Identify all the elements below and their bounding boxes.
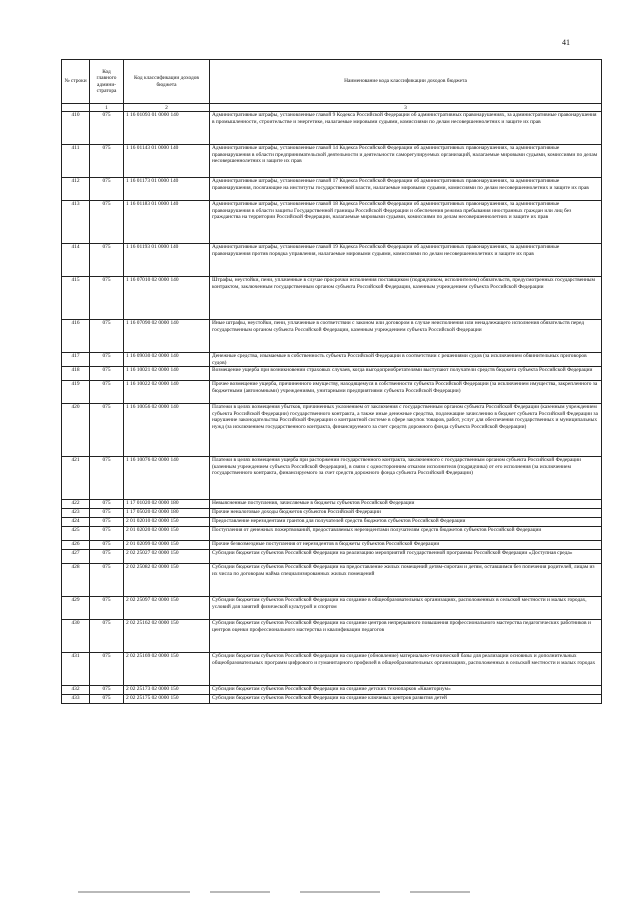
row-number-cell: 431	[62, 653, 90, 686]
admin-code-cell: 075	[90, 509, 124, 518]
header-classification-code: Код классификации доходов бюджета	[124, 60, 210, 104]
admin-code-cell: 075	[90, 178, 124, 201]
admin-code-cell: 075	[90, 695, 124, 704]
admin-code-cell: 075	[90, 201, 124, 244]
table-row	[62, 353, 602, 367]
row-number-cell: 425	[62, 527, 90, 541]
row-number-cell: 432	[62, 686, 90, 695]
name-cell: Субсидии бюджетам субъектов Российской Федерации на создание центров непрерывного повышения профессионального мастерства педагогических работников и центров оценки профессионального мастерства и квалификации педагогов	[210, 620, 602, 653]
table-row	[62, 367, 602, 381]
row-number-cell: 428	[62, 564, 90, 597]
column-number	[62, 104, 90, 112]
header-admin-code: Код главного админи-стратора	[90, 60, 124, 104]
table-row	[62, 244, 602, 277]
table-row	[62, 564, 602, 597]
table-row	[62, 277, 602, 320]
name-cell: Субсидии бюджетам субъектов Российской Федерации на создание ключевых центров развития детей	[210, 695, 602, 704]
table-row	[62, 500, 602, 509]
admin-code-cell: 075	[90, 353, 124, 367]
table-row	[62, 550, 602, 564]
classification-code-cell: 2 01 02099 02 0000 150	[124, 541, 210, 550]
admin-code-cell: 075	[90, 457, 124, 500]
admin-code-cell: 075	[90, 112, 124, 145]
classification-code-cell: 2 02 25097 02 0000 150	[124, 597, 210, 620]
admin-code-cell: 075	[90, 620, 124, 653]
row-number-cell: 414	[62, 244, 90, 277]
name-cell: Платежи в целях возмещения ущерба при расторжении государственного контракта, заключенного с государственным органом субъекта Российской Федерации (казенным учреждением субъекта Российской Федерации), в связи с односторонним отказом исполнителя (подрядчика) от его исполнения (за исключением государственного контракта, финансируемого за счет средств дорожного фонда субъекта Российской Федерации)	[210, 457, 602, 500]
name-cell: Субсидии бюджетам субъектов Российской Федерации на создание в общеобразовательных организациях, расположенных в сельской местности и малых городах, условий для занятий физической культурой и спортом	[210, 597, 602, 620]
name-cell: Административные штрафы, установленные главой 19 Кодекса Российской Федерации об административных правонарушениях, за административные правонарушения против порядка управления, налагаемые мировыми судьями, комиссиями по делам несовершеннолетних и защите их прав	[210, 244, 602, 277]
classification-code-cell: 1 16 10022 02 0000 140	[124, 381, 210, 404]
row-number-cell: 424	[62, 518, 90, 527]
row-number-cell: 413	[62, 201, 90, 244]
table-row	[62, 457, 602, 500]
row-number-cell: 420	[62, 404, 90, 457]
name-cell: Субсидии бюджетам субъектов Российской Федерации на создание (обновление) материально-технической базы для реализации основных и дополнительных общеобразовательных программ цифрового и гуманитарного профилей в общеобразовательных организациях, расположенных в сельской местности и малых городах	[210, 653, 602, 686]
classification-code-cell: 2 02 25162 02 0000 150	[124, 620, 210, 653]
classification-code-cell: 1 16 10076 02 0000 140	[124, 457, 210, 500]
page-number: 41	[562, 38, 570, 47]
row-number-cell: 415	[62, 277, 90, 320]
row-number-cell: 427	[62, 550, 90, 564]
name-cell: Административные штрафы, установленные главой 14 Кодекса Российской Федерации об административных правонарушениях, за административные правонарушения в области предпринимательской деятельности и деятельности саморегулируемых организаций, налагаемые мировыми судьями, комиссиями по делам несовершеннолетних и защите их прав	[210, 145, 602, 178]
admin-code-cell: 075	[90, 564, 124, 597]
table-row	[62, 527, 602, 541]
classification-code-cell: 1 17 05020 02 0000 180	[124, 509, 210, 518]
admin-code-cell: 075	[90, 518, 124, 527]
revenue-classification-table	[61, 59, 602, 704]
row-number-cell: 421	[62, 457, 90, 500]
classification-code-cell: 1 16 10056 02 0000 140	[124, 404, 210, 457]
classification-code-cell: 1 16 09030 02 0000 140	[124, 353, 210, 367]
classification-code-cell: 1 16 07010 02 0000 140	[124, 277, 210, 320]
table-row	[62, 201, 602, 244]
admin-code-cell: 075	[90, 320, 124, 353]
row-number-cell: 418	[62, 367, 90, 381]
classification-code-cell: 2 02 25175 02 0000 150	[124, 695, 210, 704]
table-row	[62, 178, 602, 201]
row-number-cell: 422	[62, 500, 90, 509]
table-row	[62, 686, 602, 695]
row-number-cell: 433	[62, 695, 90, 704]
admin-code-cell: 075	[90, 381, 124, 404]
admin-code-cell: 075	[90, 653, 124, 686]
table-row	[62, 541, 602, 550]
row-number-cell: 412	[62, 178, 90, 201]
classification-code-cell: 1 16 01173 01 0000 140	[124, 178, 210, 201]
row-number-cell: 423	[62, 509, 90, 518]
row-number-cell: 417	[62, 353, 90, 367]
table-row	[62, 518, 602, 527]
header-row-number: № строки	[62, 60, 90, 104]
table-row	[62, 381, 602, 404]
table-row	[62, 620, 602, 653]
name-cell: Прочие неналоговые доходы бюджетов субъектов Российской Федерации	[210, 509, 602, 518]
admin-code-cell: 075	[90, 277, 124, 320]
admin-code-cell: 075	[90, 527, 124, 541]
table-row	[62, 320, 602, 353]
name-cell: Платежи в целях возмещения убытков, причиненных уклонением от заключения с государственным органом субъекта Российской Федерации (казенным учреждением субъекта Российской Федерации) государственного контракта, а также иные денежные средства, подлежащие зачислению в бюджет субъекта Российской Федерации за нарушение законодательства Российской Федерации о контрактной системе в сфере закупок товаров, работ, услуг для обеспечения государственных и муниципальных нужд (за исключением государственного контракта, финансируемого за счет средств дорожного фонда субъекта Российской Федерации)	[210, 404, 602, 457]
admin-code-cell: 075	[90, 550, 124, 564]
row-number-cell: 419	[62, 381, 90, 404]
classification-code-cell: 1 16 01193 01 0000 140	[124, 244, 210, 277]
name-cell: Возмещение ущерба при возникновении страховых случаев, когда выгодоприобретателями выступают получатели средств бюджета субъекта Российской Федерации	[210, 367, 602, 381]
classification-code-cell: 1 16 01143 01 0000 140	[124, 145, 210, 178]
classification-code-cell: 2 02 25169 02 0000 150	[124, 653, 210, 686]
admin-code-cell: 075	[90, 404, 124, 457]
table-row	[62, 695, 602, 704]
name-cell: Субсидии бюджетам субъектов Российской Федерации на реализацию мероприятий государственной программы Российской Федерации «Доступная среда»	[210, 550, 602, 564]
table-row	[62, 145, 602, 178]
admin-code-cell: 075	[90, 244, 124, 277]
classification-code-cell: 2 02 25173 02 0000 150	[124, 686, 210, 695]
admin-code-cell: 075	[90, 686, 124, 695]
admin-code-cell: 075	[90, 500, 124, 509]
classification-code-cell: 1 16 07090 02 0000 140	[124, 320, 210, 353]
name-cell: Субсидии бюджетам субъектов Российской Федерации на предоставление жилых помещений детям-сиротам и детям, оставшимся без попечения родителей, лицам из их числа по договорам найма специализированных жилых помещений	[210, 564, 602, 597]
row-number-cell: 416	[62, 320, 90, 353]
name-cell: Субсидии бюджетам субъектов Российской Федерации на создание детских технопарков «Кванториум»	[210, 686, 602, 695]
table-row	[62, 653, 602, 686]
column-number: 3	[210, 104, 602, 112]
name-cell: Штрафы, неустойки, пени, уплаченные в случае просрочки исполнения поставщиком (подрядчиком, исполнителем) обязательств, предусмотренных государственным контрактом, заключенным государственным органом субъекта Российской Федерации, казенным учреждением субъекта Российской Федерации	[210, 277, 602, 320]
table-row	[62, 597, 602, 620]
classification-code-cell: 2 01 02020 02 0000 150	[124, 527, 210, 541]
name-cell: Поступления от денежных пожертвований, предоставляемых нерезидентами получателям средств бюджетов субъектов Российской Федерации	[210, 527, 602, 541]
name-cell: Предоставление нерезидентами грантов для получателей средств бюджетов субъектов Российской Федерации	[210, 518, 602, 527]
name-cell: Административные штрафы, установленные главой 9 Кодекса Российской Федерации об административных правонарушениях, за административные правонарушения в промышленности, строительстве и энергетике, налагаемые мировыми судьями, комиссиями по делам несовершеннолетних и защите их прав	[210, 112, 602, 145]
table-row	[62, 404, 602, 457]
admin-code-cell: 075	[90, 367, 124, 381]
table-row	[62, 112, 602, 145]
name-cell: Невыясненные поступления, зачисляемые в бюджеты субъектов Российской Федерации	[210, 500, 602, 509]
column-number: 2	[124, 104, 210, 112]
classification-code-cell: 1 16 01183 01 0000 140	[124, 201, 210, 244]
row-number-cell: 430	[62, 620, 90, 653]
classification-code-cell: 2 02 25082 02 0000 150	[124, 564, 210, 597]
classification-code-cell: 1 16 01093 01 0000 140	[124, 112, 210, 145]
admin-code-cell: 075	[90, 597, 124, 620]
classification-code-cell: 1 17 01020 02 0000 180	[124, 500, 210, 509]
table-row	[62, 509, 602, 518]
name-cell: Денежные средства, изымаемые в собственность субъекта Российской Федерации в соответствии с решениями судов (за исключением обвинительных приговоров судов)	[210, 353, 602, 367]
classification-code-cell: 1 16 10021 02 0000 140	[124, 367, 210, 381]
admin-code-cell: 075	[90, 145, 124, 178]
admin-code-cell: 075	[90, 541, 124, 550]
row-number-cell: 429	[62, 597, 90, 620]
name-cell: Административные штрафы, установленные главой 18 Кодекса Российской Федерации об административных правонарушениях, за административные правонарушения в области защиты Государственной границы Российской Федерации и обеспечения режима пребывания иностранных граждан или лиц без гражданства на территории Российской Федерации, налагаемые мировыми судьями, комиссиями по делам несовершеннолетних и защите их прав	[210, 201, 602, 244]
classification-code-cell: 2 01 02010 02 0000 150	[124, 518, 210, 527]
column-number: 1	[90, 104, 124, 112]
row-number-cell: 411	[62, 145, 90, 178]
header-name: Наименование кода классификации доходов бюджета	[210, 60, 602, 104]
classification-code-cell: 2 02 25027 02 0000 150	[124, 550, 210, 564]
row-number-cell: 426	[62, 541, 90, 550]
row-number-cell: 410	[62, 112, 90, 145]
name-cell: Иные штрафы, неустойки, пени, уплаченные в соответствии с законом или договором в случае неисполнения или ненадлежащего исполнения обязательств перед государственным органом субъекта Российской Федерации, казенным учреждением субъекта Российской Федерации	[210, 320, 602, 353]
name-cell: Административные штрафы, установленные главой 17 Кодекса Российской Федерации об административных правонарушениях, за административные правонарушения, посягающие на институты государственной власти, налагаемые мировыми судьями, комиссиями по делам несовершеннолетних и защите их прав	[210, 178, 602, 201]
name-cell: Прочее возмещение ущерба, причиненного имуществу, находящемуся в собственности субъекта Российской Федерации (за исключением имущества, закрепленного за бюджетными (автономными) учреждениями, унитарными предприятиями субъекта Российской Федерации)	[210, 381, 602, 404]
name-cell: Прочие безвозмездные поступления от нерезидентов в бюджеты субъектов Российской Федерации	[210, 541, 602, 550]
